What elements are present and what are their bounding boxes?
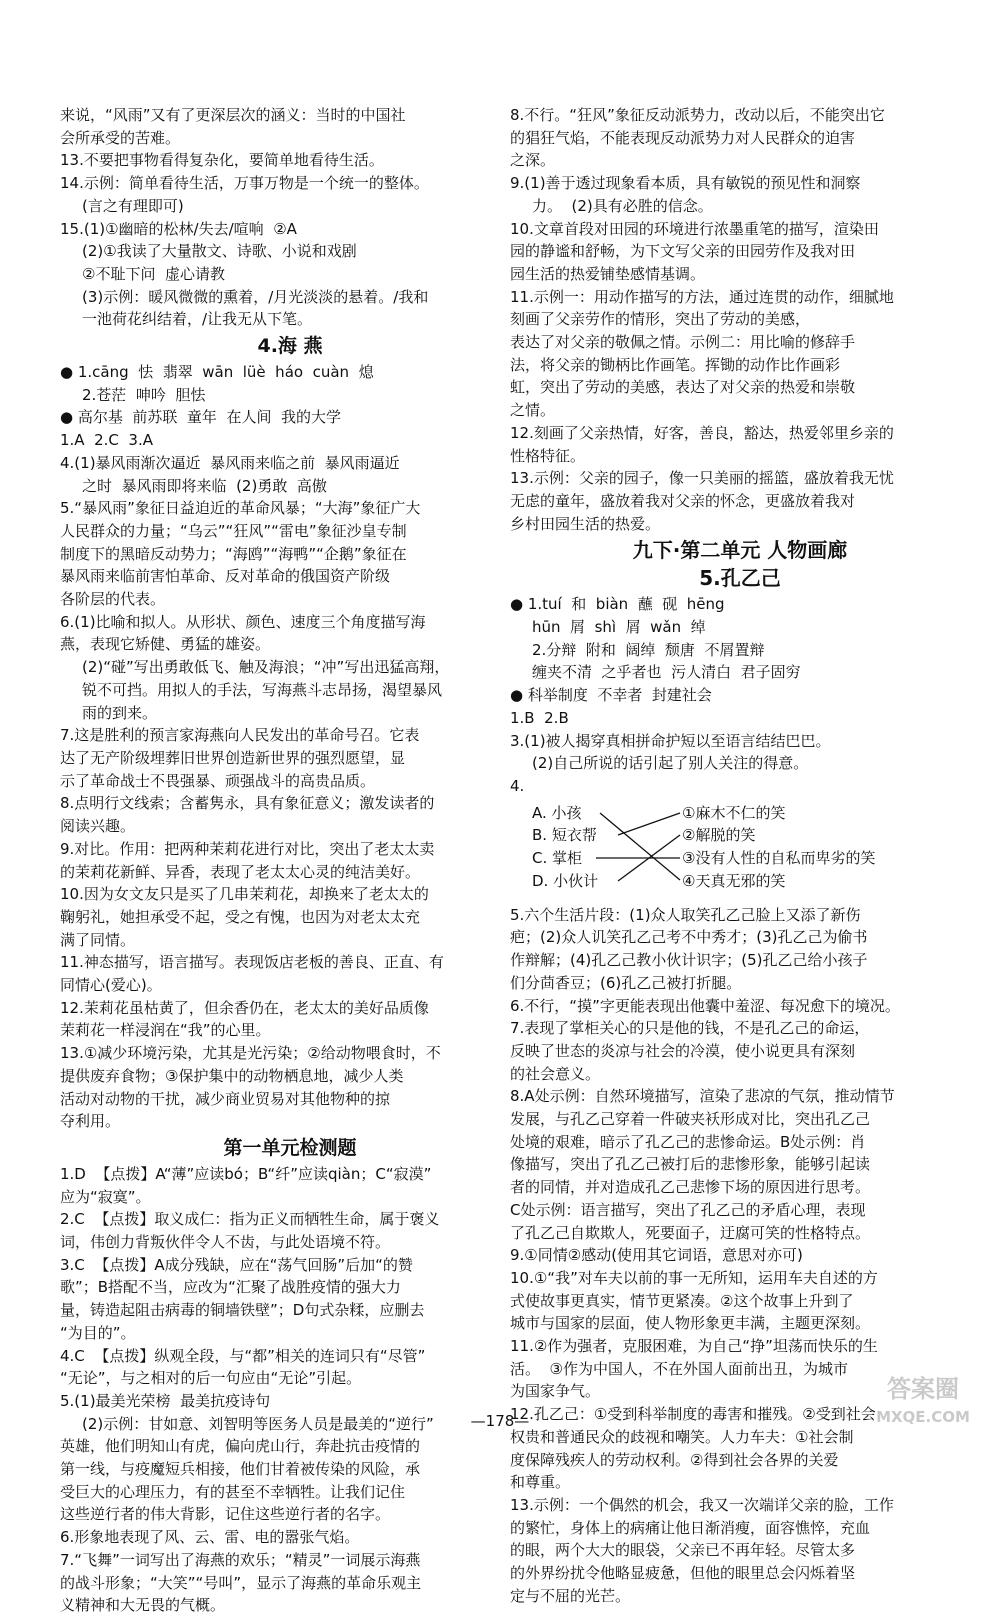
answer-line: 夺利用。 — [60, 1112, 121, 1131]
answer-line: 6.不行，“摸”字更能表现出他囊中羞涩、每况愈下的境况。 — [510, 996, 900, 1015]
answer-line: 这些逆行者的伟大背影，记住这些逆行者的名字。 — [60, 1505, 391, 1524]
section-heading: 第一单元检测题 — [223, 1136, 357, 1159]
answer-line: “为目的”。 — [60, 1323, 136, 1342]
answer-line: 12.茉莉花虽枯黄了，但余香仍在，老太太的美好品质像 — [60, 998, 429, 1017]
answer-line: 了孔乙己自欺欺人，死要面子，迂腐可笑的性格特点。 — [510, 1223, 871, 1242]
answer-line: 受巨大的心理压力，有的甚至不幸牺牲。让我们记住 — [60, 1482, 406, 1501]
answer-line: ● 高尔基 前苏联 童年 在人间 我的大学 — [60, 408, 342, 427]
answer-line: (2)自己所说的话引起了别人关注的得意。 — [532, 754, 809, 773]
section-heading: 5.孔乙己 — [699, 566, 781, 591]
answer-line: 缠夹不清 之乎者也 污人清白 君子固穷 — [532, 663, 801, 682]
answer-line: ● 1.cāng 怯 翡翠 wān lüè háo cuàn 熄 — [60, 363, 374, 382]
answer-line: 像描写，突出了孔乙己被打后的悲惨形象，能够引起读 — [510, 1155, 871, 1174]
answer-line: 词，伟创力背叛伙伴令人不齿，与此处语境不符。 — [60, 1233, 391, 1252]
answer-line: 们分茴香豆；(6)孔乙己被打折腿。 — [510, 973, 742, 992]
answer-line: C处示例：语言描写，突出了孔乙己的矛盾心理，表现 — [510, 1200, 866, 1219]
answer-line: 1.A 2.C 3.A — [60, 431, 154, 450]
answer-line: 虹，突出了劳动的美感，表达了对父亲的热爱和崇敬 — [510, 378, 856, 397]
answer-line: 茉莉花一样浸润在“我”的心里。 — [60, 1021, 271, 1040]
answer-line: 15.(1)①幽暗的松林/失去/喧响 ②A — [60, 219, 297, 238]
answer-line: 1.D 【点拨】A“薄”应读bó；B“纤”应读qiàn；C“寂漠” — [60, 1164, 432, 1183]
answer-line: 的茉莉花新鲜、异香，表现了老太太心灵的纯洁美好。 — [60, 862, 421, 881]
answer-line: 13.示例：父亲的园子，像一只美丽的摇篮，盛放着我无忧 — [510, 469, 894, 488]
answer-line: 1.B 2.B — [510, 708, 569, 727]
answer-line: 2.分辩 附和 阔绰 颓唐 不屑置辩 — [532, 640, 765, 659]
answer-line: 性格特征。 — [510, 446, 586, 465]
answer-line: 鞠躬礼，她担承受不起，受之有愧，也因为对老太太充 — [60, 907, 421, 926]
answer-line: 9.(1)善于透过现象看本质，具有敏锐的预见性和洞察 — [510, 174, 861, 193]
answer-line: (2)示例：甘如意、刘智明等医务人员是最美的“逆行” — [82, 1414, 434, 1433]
answer-line: 满了同情。 — [60, 930, 136, 949]
answer-line: 4.C 【点拨】纵观全段，与“都”相关的连词只有“尽管” — [60, 1346, 426, 1365]
match-line-a-4 — [600, 813, 680, 880]
answer-line: 同情心(爱心)。 — [60, 976, 162, 995]
answer-line: 会所承受的苦难。 — [60, 128, 181, 147]
answer-line: 阅读兴趣。 — [60, 817, 136, 836]
answer-line: 3.C 【点拨】A成分残缺，应在“荡气回肠”后加“的赞 — [60, 1255, 413, 1274]
answer-line: 暴风雨来临前害怕革命、反对革命的俄国资产阶级 — [60, 567, 391, 586]
right-column-top — [510, 104, 970, 798]
answer-line: 9.①同情②感动(使用其它词语，意思对亦可) — [510, 1246, 803, 1265]
left-column — [60, 104, 520, 1617]
answer-line: 6.形象地表现了风、云、雷、电的嚣张气焰。 — [60, 1528, 360, 1547]
match-left-a: A. 小孩 — [532, 803, 582, 822]
answer-line: 一池荷花纠结着，/让我无从下笔。 — [82, 310, 313, 329]
answer-line: 14.示例：简单看待生活，万事万物是一个统一的整体。 — [60, 174, 429, 193]
answer-line: 13.示例：一个偶然的机会，我又一次端详父亲的脸，工作 — [510, 1495, 894, 1514]
answer-line: 10.因为女文友只是买了几串茉莉花，却换来了老太太的 — [60, 885, 429, 904]
answer-line: 力。 (2)具有必胜的信念。 — [532, 196, 713, 215]
answer-line: 9.对比。作用：把两种茉莉花进行对比，突出了老太太卖 — [60, 839, 435, 858]
answer-line: 活动对动物的干扰，减少商业贸易对其他物种的掠 — [60, 1089, 391, 1108]
answer-line: 乡村田园生活的热爱。 — [510, 514, 661, 533]
match-line-b-1 — [618, 813, 680, 835]
answer-line: 雨的到来。 — [82, 703, 158, 722]
section-heading: 4.海 燕 — [257, 335, 323, 358]
match-right-2: ②解脱的笑 — [682, 825, 756, 844]
answer-line: 10.文章首段对田园的环境进行浓墨重笔的描写，渲染田 — [510, 219, 879, 238]
answer-line: 的社会意义。 — [510, 1064, 601, 1083]
match-right-1: ①麻木不仁的笑 — [682, 803, 786, 822]
answer-line: 之时 暴风雨即将来临 (2)勇敢 高傲 — [82, 476, 327, 495]
answer-line: 度保障残疾人的劳动权利。②得到社会各界的关爱 — [510, 1450, 839, 1469]
matching-lines — [510, 802, 690, 902]
section-heading: 九下·第二单元 人物画廊 — [632, 538, 848, 563]
answer-line: 2.C 【点拨】取义成仁：指为正义而牺牲生命，属于褒义 — [60, 1210, 440, 1229]
answer-line: 制度下的黑暗反动势力；“海鸥”“海鸭”“企鹅”象征在 — [60, 544, 407, 563]
matching-exercise — [510, 802, 970, 902]
answer-line: 式使故事更真实，情节更紧凑。②这个故事上升到了 — [510, 1291, 854, 1310]
answer-line: 义精神和大无畏的气概。 — [60, 1596, 226, 1615]
answer-line: 提供废弃食物；③保护集中的动物栖息地，减少人类 — [60, 1066, 404, 1085]
answer-line: 定与不屈的光芒。 — [510, 1586, 631, 1605]
answer-line: 8.不行。“狂风”象征反动派势力，改动以后，不能突出它 — [510, 106, 885, 124]
answer-line: (2)①我读了大量散文、诗歌、小说和戏剧 — [82, 242, 357, 261]
answer-line: 无虑的童年，盛放着我对父亲的怀念，更盛放着我对 — [510, 491, 856, 510]
answer-line: 的外界纷扰令他略显疲惫，但他的眼里总会闪烁着坚 — [510, 1564, 856, 1583]
right-column-bottom — [510, 904, 970, 1608]
answer-line: 11.②作为强者，克服困难，为自己“挣”坦荡而快乐的生 — [510, 1337, 878, 1356]
answer-line: 为国家争气。 — [510, 1382, 601, 1401]
answer-line: 7.表现了掌柜关心的只是他的钱，不是孔乙己的命运， — [510, 1019, 870, 1038]
match-left-c: C. 掌柜 — [532, 848, 583, 867]
answer-line: 疤；(2)众人讥笑孔乙己考不中秀才；(3)孔乙己为偷书 — [510, 928, 868, 947]
answer-line: (3)示例：暖风微微的熏着，/月光淡淡的悬着。/我和 — [82, 287, 429, 306]
answer-line: 的战斗形象；“大笑”“号叫”，显示了海燕的革命乐观主 — [60, 1573, 422, 1592]
watermark-logo — [858, 1375, 988, 1437]
answer-line: 人民群众的力量；“乌云”“狂风”“雷电”象征沙皇专制 — [60, 521, 407, 540]
answer-line: 英雄，他们明知山有虎，偏向虎山行，奔赴抗击疫情的 — [60, 1437, 421, 1456]
answer-line: 13.不要把事物看得复杂化，要简单地看待生活。 — [60, 151, 384, 170]
answer-line: 刻画了父亲劳作的情形，突出了劳动的美感， — [510, 310, 811, 329]
answer-line: 5.六个生活片段：(1)众人取笑孔乙己脸上又添了新伤 — [510, 905, 861, 924]
answer-line: 各阶层的代表。 — [60, 590, 166, 609]
answer-line: 应为“寂寞”。 — [60, 1187, 151, 1206]
answer-line: 8.A处示例：自然环境描写，渲染了悲凉的气氛，推动情节 — [510, 1087, 895, 1106]
answer-line: 之深。 — [510, 151, 556, 170]
answer-line: 的眼，两个大大的眼袋，父亲已不再年轻。尽管太多 — [510, 1541, 856, 1560]
answer-line: 4.(1)暴风雨渐次逼近 暴风雨来临之前 暴风雨逼近 — [60, 453, 400, 472]
answer-line: 12.孔乙己：①受到科举制度的毒害和摧残。②受到社会 — [510, 1405, 876, 1424]
answer-line: 3.(1)被人揭穿真相拼命护短以至语言结结巴巴。 — [510, 731, 831, 750]
answer-line: 第一线，与疫魔短兵相接，他们甘着被传染的风险，承 — [60, 1460, 421, 1479]
answer-line: 反映了世态的炎凉与社会的冷漠，使小说更具有深刻 — [510, 1041, 856, 1060]
answer-line: 4. — [510, 776, 525, 795]
answer-line: 处境的艰难，暗示了孔乙己的悲惨命运。B处示例：肖 — [510, 1132, 866, 1151]
answer-line: “无论”，与之相对的后一句应由“无论”引起。 — [60, 1369, 362, 1388]
answer-line: 达了无产阶级埋葬旧世界创造新世界的强烈愿望，显 — [60, 748, 406, 767]
answer-line: 和尊重。 — [510, 1473, 571, 1492]
answer-line: (2)“碰”写出勇敢低飞、触及海浪；“冲”写出迅猛高翔， — [82, 658, 450, 677]
answer-line: 表达了对父亲的敬佩之情。示例二：用比喻的修辞手 — [510, 333, 856, 352]
answer-line: 11.神态描写，语言描写。表现饭店老板的善良、正直、有 — [60, 953, 444, 972]
match-left-d: D. 小伙计 — [532, 871, 599, 890]
answer-line: 作辩解；(4)孔乙己教小伙计识字；(5)孔乙己给小孩子 — [510, 951, 868, 970]
match-left-b: B. 短衣帮 — [532, 825, 597, 844]
answer-line: 13.①减少环境污染，尤其是光污染；②给动物喂食时，不 — [60, 1044, 441, 1063]
match-right-3: ③没有人性的自私而卑劣的笑 — [682, 848, 876, 867]
answer-line: 城市与国家的层面，使人物形象更丰满，主题更深刻。 — [510, 1314, 871, 1333]
match-right-4: ④天真无邪的笑 — [682, 871, 786, 890]
answer-line: 的繁忙，身体上的病痛让他日渐消瘦，面容憔悴，充血 — [510, 1518, 871, 1537]
answer-line: 发展，与孔乙己穿着一件破夹袄形成对比，突出孔乙己 — [510, 1110, 871, 1129]
answer-line: 的猖狂气焰，不能表现反动派势力对人民群众的迫害 — [510, 128, 856, 147]
answer-line: 量，铸造起阻击病毒的铜墙铁壁”；D句式杂糅，应删去 — [60, 1301, 425, 1320]
answer-line: 法，将父亲的锄柄比作画笔。挥锄的动作比作画彩 — [510, 355, 841, 374]
answer-line: 6.(1)比喻和拟人。从形状、颜色、速度三个角度描写海 — [60, 612, 426, 631]
answer-line: 者的同情，并对造成孔乙己悲惨下场的原因进行思考。 — [510, 1178, 871, 1197]
answer-line: hūn 屑 shì 屑 wǎn 绰 — [532, 618, 706, 637]
answer-line: 8.点明行文线索；含蓄隽永，具有象征意义；激发读者的 — [60, 794, 435, 813]
answer-line: ● 1.tuí 和 biàn 蘸 砚 hēng — [510, 595, 725, 614]
watermark-text: 答案圈 — [887, 1375, 959, 1403]
answer-line: 示了革命战士不畏强暴、顽强战斗的高贵品质。 — [60, 771, 376, 790]
answer-line: 之情。 — [510, 401, 556, 420]
answer-line: 燕，表现它矫健、勇猛的雄姿。 — [60, 635, 271, 654]
answer-line: 2.苍茫 呻吟 胆怯 — [82, 385, 206, 404]
answer-line: 7.“飞舞”一词写出了海燕的欢乐；“精灵”一词展示海燕 — [60, 1550, 421, 1569]
answer-line: 来说，“风雨”又有了更深层次的涵义：当时的中国社 — [60, 106, 406, 124]
answer-line: 10.①“我”对车夫以前的事一无所知，运用车夫自述的方 — [510, 1268, 878, 1287]
answer-line: ②不耻下问 虚心请教 — [82, 264, 225, 283]
answer-line: 5.(1)最美光荣榜 最美抗疫诗句 — [60, 1391, 271, 1410]
answer-line: 园的静谧和舒畅，为下文写父亲的田园劳作及我对田 — [510, 242, 856, 261]
answer-line: 园生活的热爱铺垫感情基调。 — [510, 264, 706, 283]
answer-line: (言之有理即可) — [82, 196, 184, 215]
answer-line: 7.这是胜利的预言家海燕向人民发出的革命号召。它表 — [60, 726, 420, 745]
answer-line: 锐不可挡。用拟人的手法，写海燕斗志昂扬，渴望暴风 — [82, 680, 443, 699]
answer-line: 12.刻画了父亲热情，好客，善良，豁达，热爱邻里乡亲的 — [510, 423, 894, 442]
answer-line: 活。 ③作为中国人，不在外国人面前出丑，为城市 — [510, 1359, 848, 1378]
answer-line: 歌”；B搭配不当，应改为“汇聚了战胜疫情的强大力 — [60, 1278, 401, 1297]
watermark-url: MXQE.COM — [876, 1408, 970, 1426]
answer-line: 权贵和普通民众的歧视和嘲笑。人力车夫：①社会制 — [510, 1427, 854, 1446]
answer-line: 11.示例一：用动作描写的方法，通过连贯的动作，细腻地 — [510, 287, 894, 306]
page-number: —178— — [470, 1412, 530, 1430]
answer-line: 5.“暴风雨”象征日益迫近的革命风暴；“大海”象征广大 — [60, 499, 421, 518]
answer-line: ● 科举制度 不幸者 封建社会 — [510, 686, 712, 705]
